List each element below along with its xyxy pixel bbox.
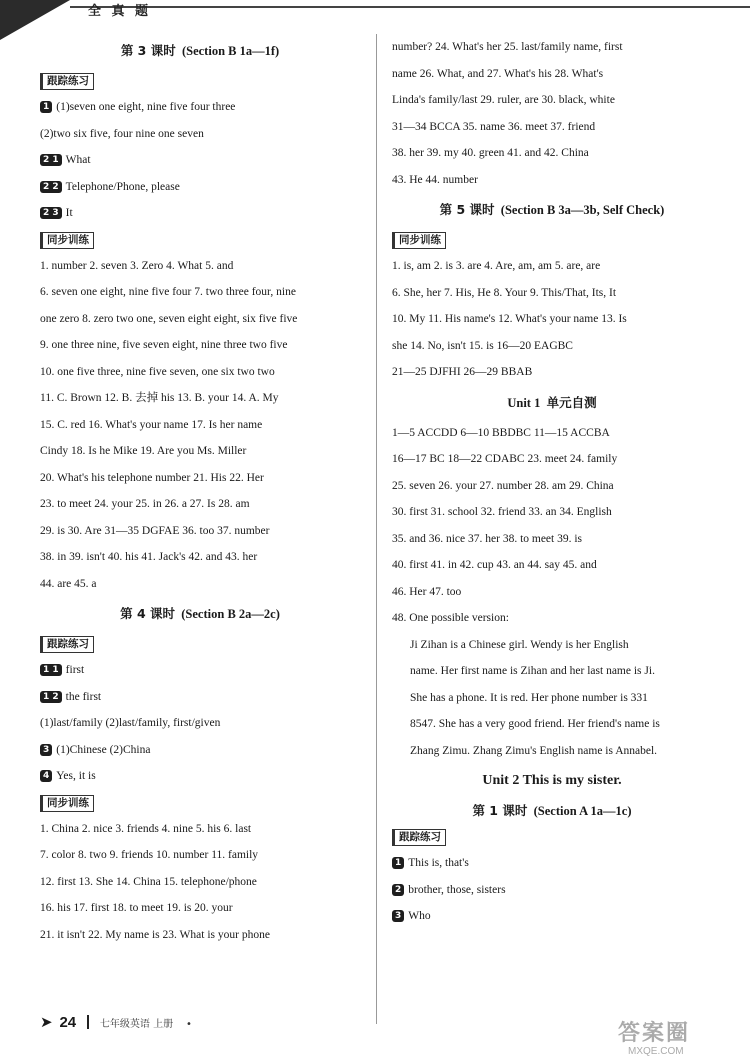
section-heading-lesson-4: 第 4 课时 (Section B 2a—2c) (120, 606, 280, 621)
section-heading-lesson-3: 第 3 课时 (Section B 1a—1f) (120, 43, 280, 58)
question-number-badge: 2 1 (40, 154, 62, 166)
answer-line: 1. number 2. seven 3. Zero 4. What 5. and (40, 259, 234, 272)
tracking-practice-tag: 跟踪练习 (40, 73, 94, 90)
answer-line: 29. is 30. Are 31—35 DGFAE 36. too 37. number (40, 524, 270, 537)
answer-line: number? 24. What's her 25. last/family name, first (392, 41, 623, 53)
left-column (40, 34, 360, 948)
answer-line (40, 737, 360, 764)
answer-line: 12. first 13. She 14. China 15. telephone/phone (40, 875, 257, 888)
answer-line: 9. one three nine, five seven eight, nine three two five (40, 339, 288, 351)
unit-1-test-heading: Unit 1 单元自测 (507, 394, 597, 410)
page-number: 24 (59, 1014, 77, 1031)
answer-text: (2)two six five, four nine one seven (40, 127, 204, 140)
answer-line (392, 903, 712, 930)
answer-line: 30. first 31. school 32. friend 33. an 34. English (392, 506, 612, 518)
answer-line: 1. China 2. nice 3. friends 4. nine 5. his 6. last (40, 822, 252, 835)
answer-line: 1. is, am 2. is 3. are 4. Are, am, am 5. are, are (392, 260, 601, 272)
answer-line: She has a phone. It is red. Her phone number is 331 (410, 691, 648, 704)
answer-line (40, 121, 360, 148)
sync-answers-2 (40, 816, 360, 949)
answer-line: 20. What's his telephone number 21. His 22. Her (40, 471, 264, 484)
answer-line: 8547. She has a very good friend. Her friend's name is (410, 718, 660, 730)
header-rule (70, 6, 750, 8)
answer-line: Zhang Zimu. Zhang Zimu's English name is Annabel. (410, 744, 658, 757)
answer-line: name. Her first name is Zihan and her last name is Ji. (410, 665, 655, 677)
answer-line: Ji Zihan is a Chinese girl. Wendy is her English (410, 638, 629, 651)
watermark-text: 答案圈 (618, 1021, 691, 1046)
answer-line: 21—25 DJFHI 26—29 BBAB (392, 366, 533, 378)
unit-test-answers (392, 420, 712, 632)
answer-line: 38. in 39. isn't 40. his 41. Jack's 42. and 43. her (40, 551, 258, 563)
tracking-practice-tag: 跟踪练习 (392, 829, 446, 846)
answer-line: 25. seven 26. your 27. number 28. am 29. China (392, 479, 614, 492)
continued-answers (392, 34, 712, 193)
page-footer (40, 1010, 192, 1034)
answer-line: 46. Her 47. too (392, 585, 462, 598)
answer-line (40, 147, 360, 174)
sync-answers-3 (392, 253, 712, 386)
answer-line: 48. One possible version: (392, 612, 509, 624)
book-title: 七年级英语 上册 (99, 1019, 174, 1030)
answer-line (40, 763, 360, 790)
answer-text: (1)seven one eight, nine five four three (56, 101, 236, 113)
tracking-answers-3 (392, 850, 712, 930)
question-number-badge: 2 3 (40, 207, 62, 219)
answer-text: Telephone/Phone, please (65, 180, 180, 193)
footer-dot: • (185, 1019, 192, 1030)
answer-line: 40. first 41. in 42. cup 43. an 44. say 45. and (392, 559, 597, 571)
unit-2-heading: Unit 2 This is my sister. (482, 773, 622, 788)
answer-text: Who (408, 910, 431, 922)
answer-line: 10. one five three, nine five seven, one six two two (40, 365, 275, 378)
answer-line: 35. and 36. nice 37. her 38. to meet 39. is (392, 532, 583, 545)
section-heading-unit2-lesson-1: 第 1 课时 (Section A 1a—1c) (472, 803, 632, 818)
sync-training-tag: 同步训练 (40, 232, 94, 249)
answer-text: It (65, 207, 73, 219)
answer-line: 43. He 44. number (392, 173, 478, 186)
answer-line: she 14. No, isn't 15. is 16—20 EAGBC (392, 339, 573, 352)
answer-line: 10. My 11. His name's 12. What's your name 13. Is (392, 313, 627, 325)
answer-line (392, 877, 712, 904)
question-number-badge: 3 (40, 744, 52, 756)
sync-training-tag: 同步训练 (40, 795, 94, 812)
answer-line: 7. color 8. two 9. friends 10. number 11. family (40, 849, 259, 861)
column-divider (376, 34, 377, 1024)
question-number-badge: 1 (392, 857, 404, 869)
answer-line: 11. C. Brown 12. B. 去掉 his 13. B. your 14. A. My (40, 392, 279, 404)
tracking-practice-tag: 跟踪练习 (40, 636, 94, 653)
answer-text: the first (65, 690, 102, 703)
watermark-url: MXQE.COM (628, 1046, 684, 1057)
answer-line: 23. to meet 24. your 25. in 26. a 27. Is 28. am (40, 498, 250, 510)
answer-line: 1—5 ACCDD 6—10 BBDBC 11—15 ACCBA (392, 426, 610, 439)
question-number-badge: 3 (392, 910, 404, 922)
question-number-badge: 1 1 (40, 664, 62, 676)
answer-line: 6. She, her 7. His, He 8. Your 9. This/That, Its, It (392, 286, 617, 299)
footer-separator (87, 1015, 89, 1029)
answer-text: What (65, 154, 91, 166)
question-number-badge: 2 2 (40, 181, 62, 193)
tracking-answers-2 (40, 657, 360, 790)
answer-line: 16. his 17. first 18. to meet 19. is 20. your (40, 902, 233, 914)
answer-line: name 26. What, and 27. What's his 28. What's (392, 67, 604, 80)
answer-line (40, 684, 360, 711)
answer-text: This is, that's (408, 857, 469, 869)
answer-line: 16—17 BC 18—22 CDABC 23. meet 24. family (392, 453, 618, 465)
answer-line (392, 850, 712, 877)
header-glyph: 全 真 题 (88, 4, 152, 19)
tracking-answers-1 (40, 94, 360, 227)
answer-line (40, 174, 360, 201)
arrow-icon: ➤ (40, 1013, 53, 1031)
answer-line (40, 200, 360, 227)
answer-text: brother, those, sisters (408, 883, 506, 896)
answer-line (40, 657, 360, 684)
answer-line (40, 94, 360, 121)
answer-line: Linda's family/last 29. ruler, are 30. black, white (392, 94, 615, 106)
sync-answers-1 (40, 253, 360, 598)
answer-line: 44. are 45. a (40, 577, 97, 590)
answer-line: 38. her 39. my 40. green 41. and 42. China (392, 147, 589, 159)
question-number-badge: 4 (40, 770, 52, 782)
answer-line: 31—34 BCCA 35. name 36. meet 37. friend (392, 120, 596, 133)
section-heading-lesson-5: 第 5 课时 (Section B 3a—3b, Self Check) (439, 202, 665, 217)
question-number-badge: 1 (40, 101, 52, 113)
answer-line: one zero 8. zero two one, seven eight eight, six five five (40, 312, 298, 325)
answer-line: 15. C. red 16. What's your name 17. Is her name (40, 418, 263, 431)
answer-text: first (65, 664, 85, 676)
answer-line: 6. seven one eight, nine five four 7. two three four, nine (40, 286, 296, 298)
answer-text: Yes, it is (56, 770, 96, 782)
sample-essay (392, 632, 712, 765)
watermark-logo (618, 1016, 738, 1060)
answer-line: 21. it isn't 22. My name is 23. What is your phone (40, 928, 270, 941)
top-banner (0, 0, 750, 26)
right-column (392, 34, 712, 930)
answer-line (40, 710, 360, 737)
question-number-badge: 2 (392, 884, 404, 896)
answer-text: (1)Chinese (2)China (56, 743, 151, 756)
answer-line: Cindy 18. Is he Mike 19. Are you Ms. Miller (40, 445, 247, 457)
answer-text: (1)last/family (2)last/family, first/given (40, 717, 221, 729)
sync-training-tag: 同步训练 (392, 232, 446, 249)
question-number-badge: 1 2 (40, 691, 62, 703)
